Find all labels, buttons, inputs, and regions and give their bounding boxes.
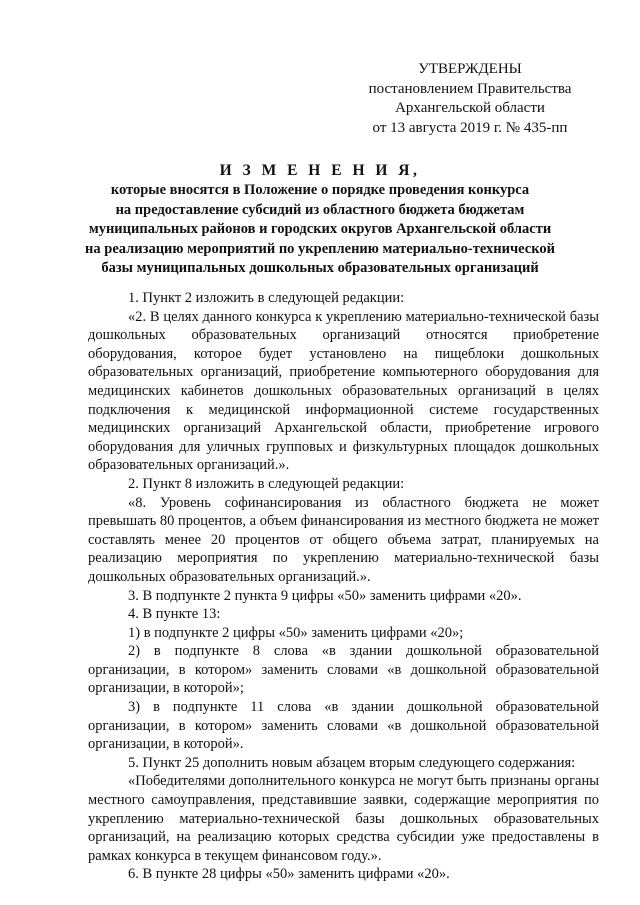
item-2-text: «8. Уровень софинансирования из областного бюджета не может превышать 80 процентов, а объем финансирования из местного бюджета не может составлять менее 20 процентов от общего объема затрат, планируемых на реализацию мероприятия по укреплению материально-технической базы дошкольных образовательных организаций.». [88, 494, 599, 585]
item-4-sub-3: 3) в подпункте 11 слова «в здании дошкольной образовательной организации, в котором» заменить словами «в дошкольной образовательной организации, в которой». [88, 699, 599, 753]
document-title: И З М Е Н Е Н И Я, [219, 162, 421, 179]
item-5-heading: 5. Пункт 25 дополнить новым абзацем вторым следующего содержания: [128, 754, 576, 771]
item-4-sub-2: 2) в подпункте 8 слова «в здании дошкольной образовательной организации, в котором» заменить словами «в дошкольной образовательной организации, в которой»; [88, 643, 599, 697]
item-6: 6. В пункте 28 цифры «50» заменить цифрами «20». [128, 866, 450, 883]
item-4-heading: 4. В пункте 13: [128, 606, 221, 623]
approval-authority: постановлением Правительства [368, 80, 572, 97]
approval-region: Архангельской области [395, 100, 545, 116]
item-3: 3. В подпункте 2 пункта 9 цифры «50» заменить цифрами «20». [128, 587, 522, 604]
item-1-heading: 1. Пункт 2 изложить в следующей редакции: [128, 290, 405, 306]
approval-status: УТВЕРЖДЕНЫ [418, 61, 522, 77]
document-body [88, 289, 599, 884]
item-5-text: «Победителями дополнительного конкурса не могут быть признаны органы местного самоуправления, представившие заявки, содержащие мероприятия по укреплению материально-технической базы дошкольных образовательных организаций, на реализацию которых средства субсидии уже предоставлены в рамках конкурса в текущем финансовом году.». [88, 773, 599, 864]
approval-date-number: от 13 августа 2019 г. № 435-пп [372, 119, 568, 136]
item-4-sub-1: 1) в подпункте 2 цифры «50» заменить цифрами «20»; [128, 624, 464, 641]
item-2-heading: 2. Пункт 8 изложить в следующей редакции: [128, 475, 405, 492]
item-1-text: «2. В целях данного конкурса к укреплению материально-технической базы дошкольных образовательных организаций относятся приобретение оборудования, которое будет установлено на пищеблоки дошкольных образовательных организаций, приобретение компьютерного оборудования для медицинских кабинетов дошкольных образовательных организаций в целях подключения к медицинской информационной системе государственных медицинских организаций Архангельской области, приобретение игрового оборудования для уличных групповых и физкультурных площадок дошкольных образовательных организаций.». [88, 308, 599, 474]
approval-stamp [360, 60, 580, 138]
document-heading [60, 160, 580, 279]
document-subtitle: которые вносятся в Положение о порядке проведения конкурса на предоставление субсидий из областного бюджета бюджетам муниципальных районов и городских округов Архангельской области на реализацию мероприятий по укреплению материально-технической базы муниципальных дошкольных образовательных организаций [85, 182, 555, 277]
